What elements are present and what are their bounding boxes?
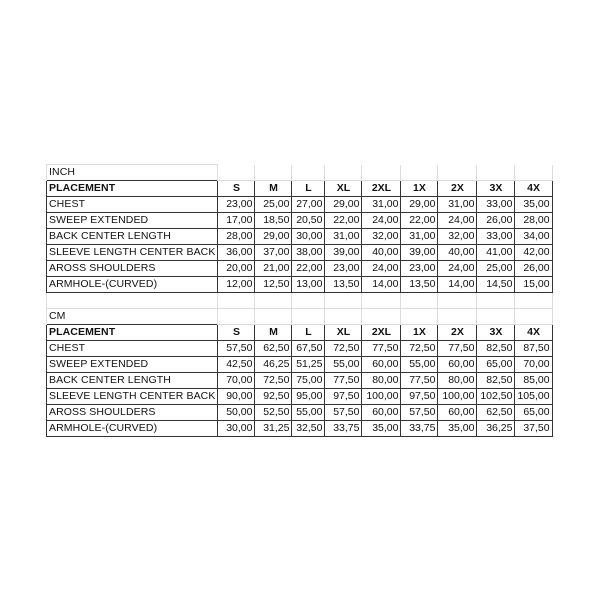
- placement-label: SWEEP EXTENDED: [47, 213, 218, 229]
- measurement-cell: 100,00: [438, 388, 477, 404]
- column-header-size: 3X: [477, 324, 515, 340]
- placement-label: CHEST: [47, 340, 218, 356]
- measurement-cell: 90,00: [218, 388, 255, 404]
- measurement-cell: 57,50: [325, 404, 362, 420]
- measurement-cell: 35,00: [515, 197, 552, 213]
- measurement-cell: 27,00: [292, 197, 325, 213]
- column-header-size: M: [255, 324, 292, 340]
- size-chart-table: [46, 164, 553, 437]
- empty-cell: [292, 308, 325, 324]
- placement-label: SLEEVE LENGTH CENTER BACK: [47, 388, 218, 404]
- measurement-cell: 31,00: [362, 197, 401, 213]
- measurement-cell: 60,00: [438, 356, 477, 372]
- empty-cell: [218, 165, 255, 181]
- placement-label: ARMHOLE-(CURVED): [47, 420, 218, 436]
- empty-cell: [47, 293, 218, 309]
- measurement-cell: 32,00: [438, 229, 477, 245]
- measurement-cell: 62,50: [477, 404, 515, 420]
- empty-cell: [477, 165, 515, 181]
- column-header-size: 4X: [515, 181, 552, 197]
- empty-cell: [255, 165, 292, 181]
- measurement-cell: 30,00: [218, 420, 255, 436]
- measurement-cell: 32,00: [362, 229, 401, 245]
- measurement-cell: 82,50: [477, 372, 515, 388]
- measurement-cell: 28,00: [218, 229, 255, 245]
- measurement-cell: 60,00: [362, 404, 401, 420]
- measurement-cell: 80,00: [362, 372, 401, 388]
- measurement-cell: 37,00: [255, 245, 292, 261]
- column-header-size: 2X: [438, 324, 477, 340]
- measurement-cell: 42,50: [218, 356, 255, 372]
- measurement-cell: 39,00: [401, 245, 438, 261]
- table-row: [47, 340, 553, 356]
- column-header-size: XL: [325, 181, 362, 197]
- measurement-cell: 55,00: [325, 356, 362, 372]
- measurement-cell: 70,00: [218, 372, 255, 388]
- empty-cell: [515, 165, 552, 181]
- measurement-cell: 32,50: [292, 420, 325, 436]
- column-header-size: 1X: [401, 181, 438, 197]
- empty-cell: [401, 165, 438, 181]
- measurement-cell: 72,50: [325, 340, 362, 356]
- section-spacer-row: [47, 293, 553, 309]
- measurement-cell: 40,00: [362, 245, 401, 261]
- measurement-cell: 24,00: [438, 261, 477, 277]
- inch-header-row: [47, 181, 553, 197]
- table-row: [47, 356, 553, 372]
- empty-cell: [515, 293, 552, 309]
- column-header-size: XL: [325, 324, 362, 340]
- measurement-cell: 18,50: [255, 213, 292, 229]
- empty-cell: [477, 308, 515, 324]
- empty-cell: [292, 165, 325, 181]
- measurement-cell: 13,50: [325, 277, 362, 293]
- measurement-cell: 75,00: [292, 372, 325, 388]
- placement-label: AROSS SHOULDERS: [47, 404, 218, 420]
- empty-cell: [362, 293, 401, 309]
- measurement-cell: 60,00: [438, 404, 477, 420]
- empty-cell: [218, 308, 255, 324]
- column-header-size: M: [255, 181, 292, 197]
- placement-label: CHEST: [47, 197, 218, 213]
- measurement-cell: 28,00: [515, 213, 552, 229]
- empty-cell: [515, 308, 552, 324]
- empty-cell: [401, 308, 438, 324]
- measurement-cell: 67,50: [292, 340, 325, 356]
- measurement-cell: 31,00: [325, 229, 362, 245]
- measurement-cell: 23,00: [325, 261, 362, 277]
- measurement-cell: 50,00: [218, 404, 255, 420]
- measurement-cell: 35,00: [362, 420, 401, 436]
- measurement-cell: 24,00: [438, 213, 477, 229]
- measurement-cell: 85,00: [515, 372, 552, 388]
- column-header-placement: PLACEMENT: [47, 324, 218, 340]
- measurement-cell: 33,75: [401, 420, 438, 436]
- measurement-cell: 38,00: [292, 245, 325, 261]
- measurement-cell: 41,00: [477, 245, 515, 261]
- measurement-cell: 55,00: [401, 356, 438, 372]
- measurement-cell: 29,00: [401, 197, 438, 213]
- column-header-size: 2XL: [362, 181, 401, 197]
- measurement-cell: 33,00: [477, 197, 515, 213]
- measurement-cell: 25,00: [477, 261, 515, 277]
- measurement-cell: 105,00: [515, 388, 552, 404]
- column-header-size: S: [218, 181, 255, 197]
- column-header-size: L: [292, 181, 325, 197]
- placement-label: SLEEVE LENGTH CENTER BACK: [47, 245, 218, 261]
- measurement-cell: 31,00: [438, 197, 477, 213]
- placement-label: ARMHOLE-(CURVED): [47, 277, 218, 293]
- empty-cell: [401, 293, 438, 309]
- placement-label: SWEEP EXTENDED: [47, 356, 218, 372]
- size-chart-sheet: [46, 164, 553, 437]
- measurement-cell: 29,00: [255, 229, 292, 245]
- placement-label: BACK CENTER LENGTH: [47, 372, 218, 388]
- measurement-cell: 23,00: [401, 261, 438, 277]
- measurement-cell: 36,00: [218, 245, 255, 261]
- measurement-cell: 14,00: [362, 277, 401, 293]
- table-row: [47, 213, 553, 229]
- empty-cell: [362, 165, 401, 181]
- measurement-cell: 82,50: [477, 340, 515, 356]
- column-header-size: 2XL: [362, 324, 401, 340]
- measurement-cell: 46,25: [255, 356, 292, 372]
- measurement-cell: 57,50: [401, 404, 438, 420]
- measurement-cell: 97,50: [325, 388, 362, 404]
- measurement-cell: 57,50: [218, 340, 255, 356]
- inch-section-title: INCH: [47, 165, 218, 181]
- inch-section-title-row: [47, 165, 553, 181]
- measurement-cell: 102,50: [477, 388, 515, 404]
- column-header-size: 4X: [515, 324, 552, 340]
- measurement-cell: 77,50: [438, 340, 477, 356]
- table-row: [47, 245, 553, 261]
- measurement-cell: 25,00: [255, 197, 292, 213]
- empty-cell: [292, 293, 325, 309]
- measurement-cell: 52,50: [255, 404, 292, 420]
- cm-header-row: [47, 324, 553, 340]
- measurement-cell: 77,50: [362, 340, 401, 356]
- measurement-cell: 65,00: [515, 404, 552, 420]
- empty-cell: [362, 308, 401, 324]
- measurement-cell: 14,00: [438, 277, 477, 293]
- table-row: [47, 372, 553, 388]
- empty-cell: [438, 293, 477, 309]
- measurement-cell: 51,25: [292, 356, 325, 372]
- measurement-cell: 77,50: [401, 372, 438, 388]
- empty-cell: [325, 293, 362, 309]
- measurement-cell: 14,50: [477, 277, 515, 293]
- empty-cell: [438, 165, 477, 181]
- table-row: [47, 388, 553, 404]
- measurement-cell: 40,00: [438, 245, 477, 261]
- table-row: [47, 404, 553, 420]
- empty-cell: [325, 165, 362, 181]
- column-header-size: 1X: [401, 324, 438, 340]
- table-row: [47, 420, 553, 436]
- cm-section-title-row: [47, 308, 553, 324]
- measurement-cell: 72,50: [401, 340, 438, 356]
- measurement-cell: 60,00: [362, 356, 401, 372]
- measurement-cell: 92,50: [255, 388, 292, 404]
- table-row: [47, 261, 553, 277]
- measurement-cell: 21,00: [255, 261, 292, 277]
- measurement-cell: 15,00: [515, 277, 552, 293]
- table-row: [47, 277, 553, 293]
- column-header-size: 2X: [438, 181, 477, 197]
- measurement-cell: 87,50: [515, 340, 552, 356]
- empty-cell: [255, 293, 292, 309]
- measurement-cell: 77,50: [325, 372, 362, 388]
- measurement-cell: 80,00: [438, 372, 477, 388]
- measurement-cell: 22,00: [325, 213, 362, 229]
- measurement-cell: 13,50: [401, 277, 438, 293]
- measurement-cell: 26,00: [477, 213, 515, 229]
- measurement-cell: 33,00: [477, 229, 515, 245]
- measurement-cell: 97,50: [401, 388, 438, 404]
- column-header-size: 3X: [477, 181, 515, 197]
- measurement-cell: 20,00: [218, 261, 255, 277]
- measurement-cell: 13,00: [292, 277, 325, 293]
- measurement-cell: 30,00: [292, 229, 325, 245]
- measurement-cell: 17,00: [218, 213, 255, 229]
- measurement-cell: 22,00: [292, 261, 325, 277]
- measurement-cell: 36,25: [477, 420, 515, 436]
- measurement-cell: 35,00: [438, 420, 477, 436]
- column-header-size: S: [218, 324, 255, 340]
- table-row: [47, 229, 553, 245]
- empty-cell: [325, 308, 362, 324]
- table-row: [47, 197, 553, 213]
- measurement-cell: 55,00: [292, 404, 325, 420]
- empty-cell: [477, 293, 515, 309]
- measurement-cell: 26,00: [515, 261, 552, 277]
- measurement-cell: 12,00: [218, 277, 255, 293]
- measurement-cell: 31,25: [255, 420, 292, 436]
- empty-cell: [255, 308, 292, 324]
- measurement-cell: 12,50: [255, 277, 292, 293]
- measurement-cell: 100,00: [362, 388, 401, 404]
- measurement-cell: 34,00: [515, 229, 552, 245]
- column-header-placement: PLACEMENT: [47, 181, 218, 197]
- measurement-cell: 24,00: [362, 261, 401, 277]
- empty-cell: [218, 293, 255, 309]
- measurement-cell: 37,50: [515, 420, 552, 436]
- measurement-cell: 39,00: [325, 245, 362, 261]
- placement-label: BACK CENTER LENGTH: [47, 229, 218, 245]
- measurement-cell: 95,00: [292, 388, 325, 404]
- measurement-cell: 72,50: [255, 372, 292, 388]
- cm-section-title: CM: [47, 308, 218, 324]
- measurement-cell: 33,75: [325, 420, 362, 436]
- placement-label: AROSS SHOULDERS: [47, 261, 218, 277]
- measurement-cell: 23,00: [218, 197, 255, 213]
- empty-cell: [438, 308, 477, 324]
- measurement-cell: 22,00: [401, 213, 438, 229]
- measurement-cell: 20,50: [292, 213, 325, 229]
- measurement-cell: 62,50: [255, 340, 292, 356]
- measurement-cell: 29,00: [325, 197, 362, 213]
- measurement-cell: 24,00: [362, 213, 401, 229]
- measurement-cell: 65,00: [477, 356, 515, 372]
- measurement-cell: 70,00: [515, 356, 552, 372]
- measurement-cell: 31,00: [401, 229, 438, 245]
- measurement-cell: 42,00: [515, 245, 552, 261]
- column-header-size: L: [292, 324, 325, 340]
